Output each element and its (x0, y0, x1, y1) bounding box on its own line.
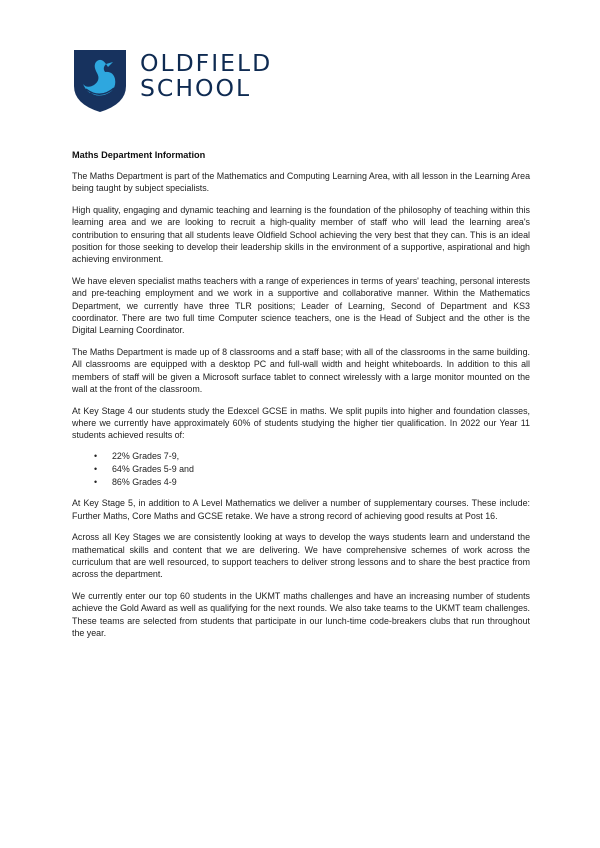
list-item: • 86% Grades 4-9 (100, 476, 530, 489)
school-logo (72, 48, 272, 114)
paragraph: Across all Key Stages we are consistently looking at ways to develop the ways students learn and understand the mathematical skills and content that we are delivering. We have comprehensive schemes of work across the curriculum that are well resourced, to support teachers to deliver strong lessons and to share the best practice from across the department. (72, 532, 530, 580)
school-name-line2: SCHOOL (140, 74, 252, 102)
paragraph: At Key Stage 4 our students study the Edexcel GCSE in maths. We split pupils into higher and foundation classes, where we currently have approximately 60% of students studying the higher tier qualification. In 2022 our Year 11 students achieved results of: (72, 405, 530, 441)
document-title: Maths Department Information (72, 150, 206, 160)
results-list (72, 450, 530, 490)
paragraph: The Maths Department is part of the Mathematics and Computing Learning Area, with all lesson in the Learning Area being taught by subject specialists. (72, 171, 530, 194)
document-body (72, 149, 530, 648)
paragraph: At Key Stage 5, in addition to A Level Mathematics we deliver a number of supplementary courses. These include: Further Maths, Core Maths and GCSE retake. We have a strong record of achieving good results at Post 16. (72, 498, 530, 521)
school-name (140, 51, 272, 101)
list-item: • 64% Grades 5-9 and (100, 463, 530, 476)
list-item: • 22% Grades 7-9, (100, 450, 530, 463)
paragraph: The Maths Department is made up of 8 classrooms and a staff base; with all of the classrooms in the same building. All classrooms are equipped with a desktop PC and full-wall width and height whiteboards. In addition to this all members of staff will be given a Microsoft surface tablet to connect wirelessly with a large monitor mounted on the wall at the front of the classroom. (72, 346, 530, 395)
school-name-line1: OLDFIELD (140, 49, 273, 77)
paragraph: High quality, engaging and dynamic teaching and learning is the foundation of the philosophy of teaching within this learning area and we are looking to recruit a high-quality member of staff who will lead the learning area's contribution to ensuring that all students leave Oldfield School achieving the very best that they can. This is an ideal position for those seeking to develop their leadership skills in the environment of a supportive, aspirational and high achieving environment. (72, 204, 530, 265)
paragraph: We have eleven specialist maths teachers with a range of experiences in terms of years' teaching, personal interests and pre-teaching employment and we work in a supportive and collaborative manner. Within the Mathematics Department, we currently have three TLR positions; Leader of Learning, Second of Department and KS3 coordinator. There are two full time Computer science teachers, one is the Head of Subject and the other is the Digital Learning Coordinator. (72, 275, 530, 336)
swan-shield-icon (72, 48, 128, 114)
paragraph: We currently enter our top 60 students in the UKMT maths challenges and have an increasing number of students achieve the Gold Award as well as qualifying for the next rounds. We also take teams to the UKMT team challenges. These teams are selected from students that participate in our lunch-time code-breakers clubs that run throughout the year. (72, 590, 530, 638)
